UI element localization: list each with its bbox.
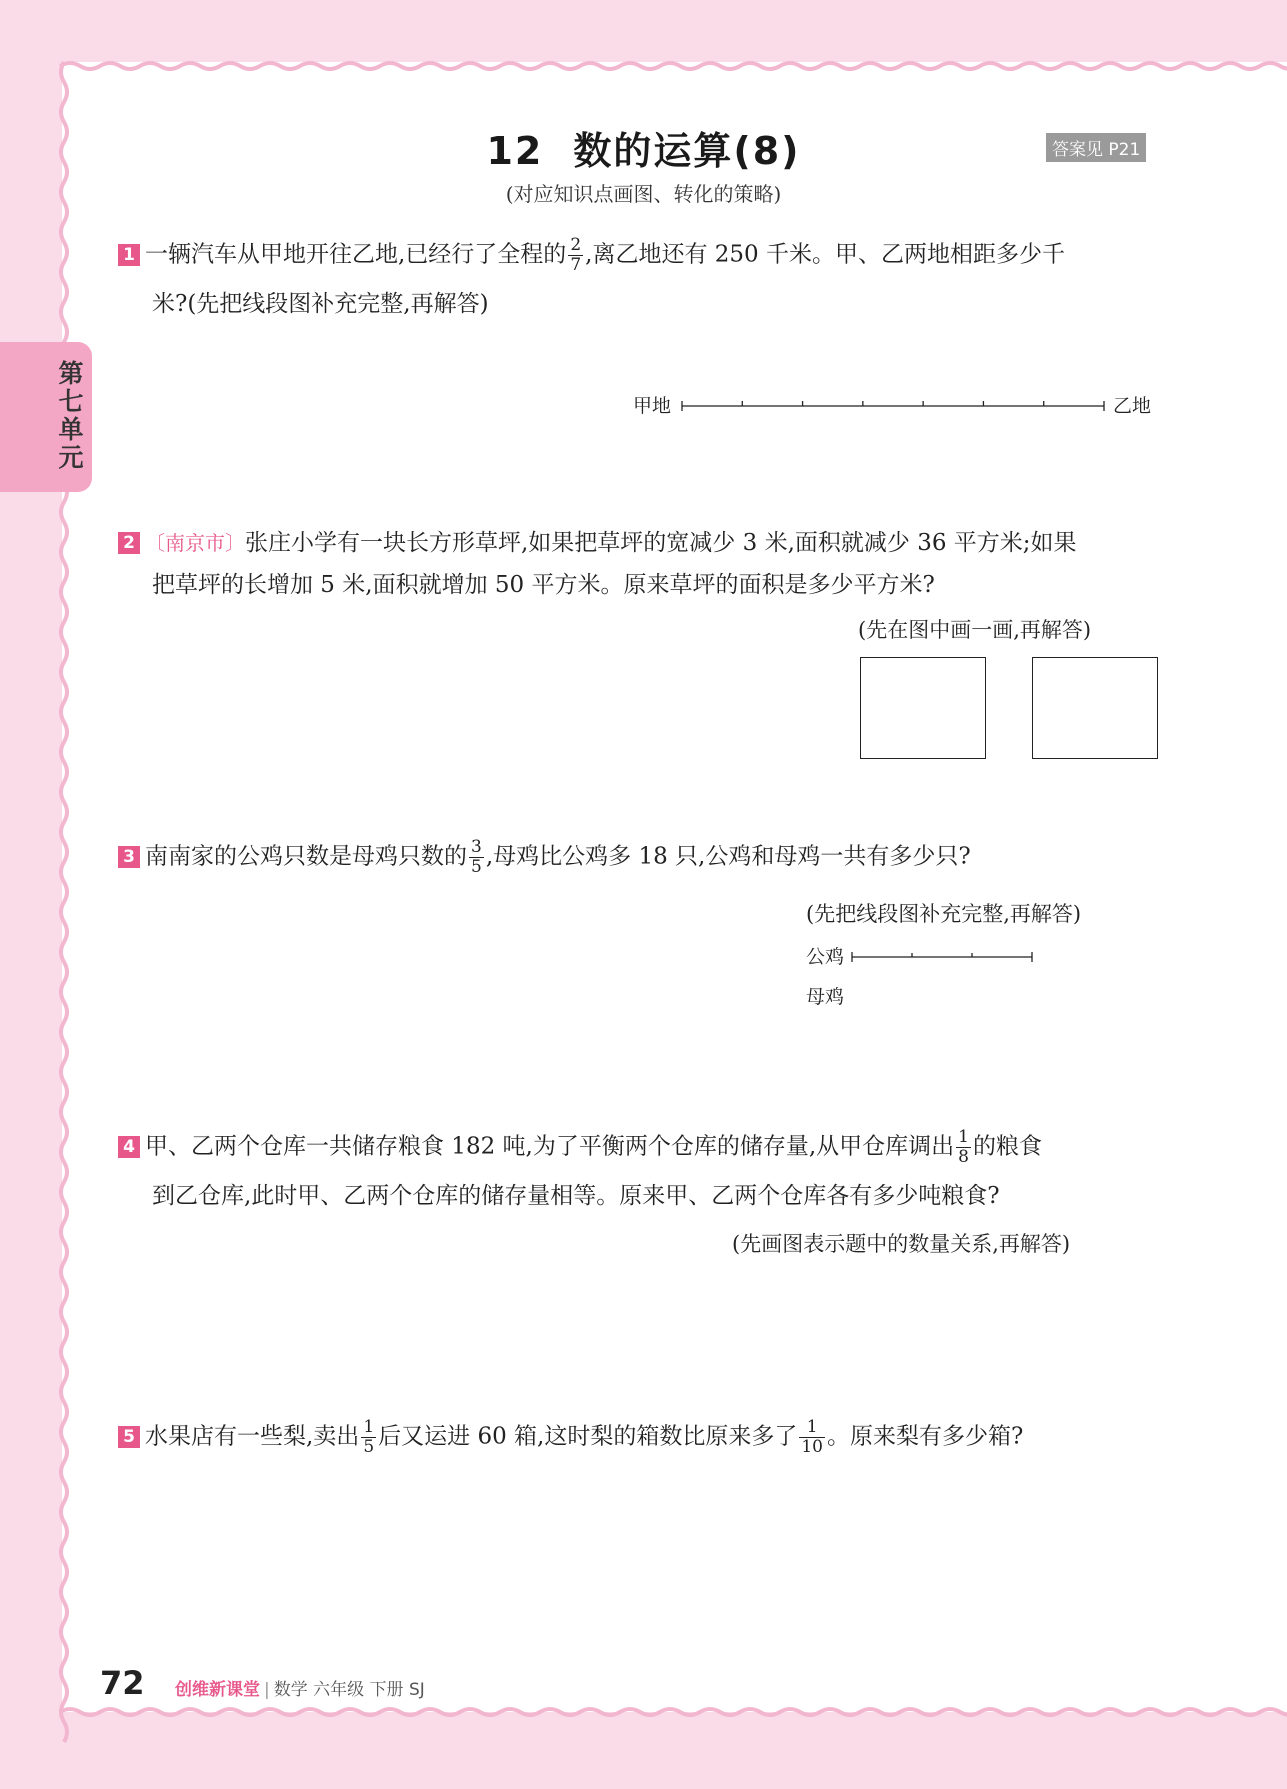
question-2 (118, 528, 1158, 600)
fraction: $\frac{1}{8}$ (958, 1127, 969, 1167)
footer-subject: 数学 (273, 1680, 308, 1700)
segment-end-label: 乙地 (1113, 395, 1152, 417)
question-number-badge: 1 (118, 244, 140, 266)
answer-reference-badge: 答案见 P21 (1046, 133, 1146, 162)
footer-edition: SJ (408, 1680, 425, 1700)
question-text: 一辆汽车从甲地开往乙地,已经行了全程的 (145, 241, 567, 268)
fraction: $\frac{1}{10}$ (801, 1417, 823, 1457)
question-text: 水果店有一些梨,卖出 (145, 1423, 360, 1450)
rooster-label: 公鸡 (806, 946, 845, 968)
line-segment-diagram-1 (680, 394, 1110, 414)
question-text: 后又运进 60 箱,这时梨的箱数比原来多了 (378, 1423, 798, 1450)
hint-text: (先在图中画一画,再解答) (858, 618, 1092, 642)
drawing-box-right (1032, 657, 1158, 759)
question-4 (118, 1128, 1158, 1211)
footer-brand: 创维新课堂 (175, 1680, 260, 1700)
fraction: $\frac{3}{5}$ (471, 837, 482, 877)
question-text: 把草坪的长增加 5 米,面积就增加 50 平方米。原来草坪的面积是多少平方米? (152, 572, 935, 598)
region-tag: 〔南京市〕 (145, 531, 245, 555)
footer-volume: 下册 (369, 1680, 404, 1700)
drawing-box-left (860, 657, 986, 759)
line-segment-diagram-3 (850, 945, 1040, 965)
question-number-badge: 2 (118, 532, 140, 554)
question-text: 南南家的公鸡只数是母鸡只数的 (145, 843, 467, 870)
page-subtitle: (对应知识点画图、转化的策略) (505, 182, 782, 206)
unit-tab-label: 第七单元 (58, 359, 84, 472)
unit-side-tab (0, 342, 92, 492)
question-text: 到乙仓库,此时甲、乙两个仓库的储存量相等。原来甲、乙两个仓库各有多少吨粮食? (152, 1183, 1000, 1209)
question-text: ,离乙地还有 250 千米。甲、乙两地相距多少千 (585, 241, 1065, 268)
question-text: 。原来梨有多少箱? (826, 1423, 1024, 1450)
page-number: 72 (100, 1664, 145, 1702)
lesson-number: 12 (486, 129, 544, 173)
question-text: 张庄小学有一块长方形草坪,如果把草坪的宽减少 3 米,面积就减少 36 平方米;如果 (245, 530, 1077, 556)
question-number-badge: 3 (118, 846, 140, 868)
footer-grade: 六年级 (313, 1680, 365, 1700)
question-5 (118, 1418, 1158, 1457)
question-3 (118, 838, 1158, 877)
fraction: $\frac{1}{5}$ (363, 1417, 375, 1457)
question-text: ,母鸡比公鸡多 18 只,公鸡和母鸡一共有多少只? (485, 843, 971, 870)
lesson-title: 数的运算(8) (573, 129, 801, 173)
hint-text: (先画图表示题中的数量关系,再解答) (732, 1232, 1071, 1256)
question-1 (118, 236, 1158, 319)
question-number-badge: 4 (118, 1136, 140, 1158)
hint-text: (先把线段图补充完整,再解答) (806, 902, 1082, 926)
footer-info: 创维新课堂 | 数学 六年级 下册 SJ (175, 1680, 425, 1700)
question-text: 甲、乙两个仓库一共储存粮食 182 吨,为了平衡两个仓库的储存量,从甲仓库调出 (145, 1133, 955, 1160)
fraction: $\frac{2}{7}$ (570, 235, 582, 275)
question-text: 的粮食 (972, 1133, 1042, 1160)
segment-start-label: 甲地 (633, 395, 672, 417)
hen-label: 母鸡 (806, 986, 845, 1008)
question-text: 米?(先把线段图补充完整,再解答) (152, 291, 489, 317)
question-number-badge: 5 (118, 1426, 140, 1448)
